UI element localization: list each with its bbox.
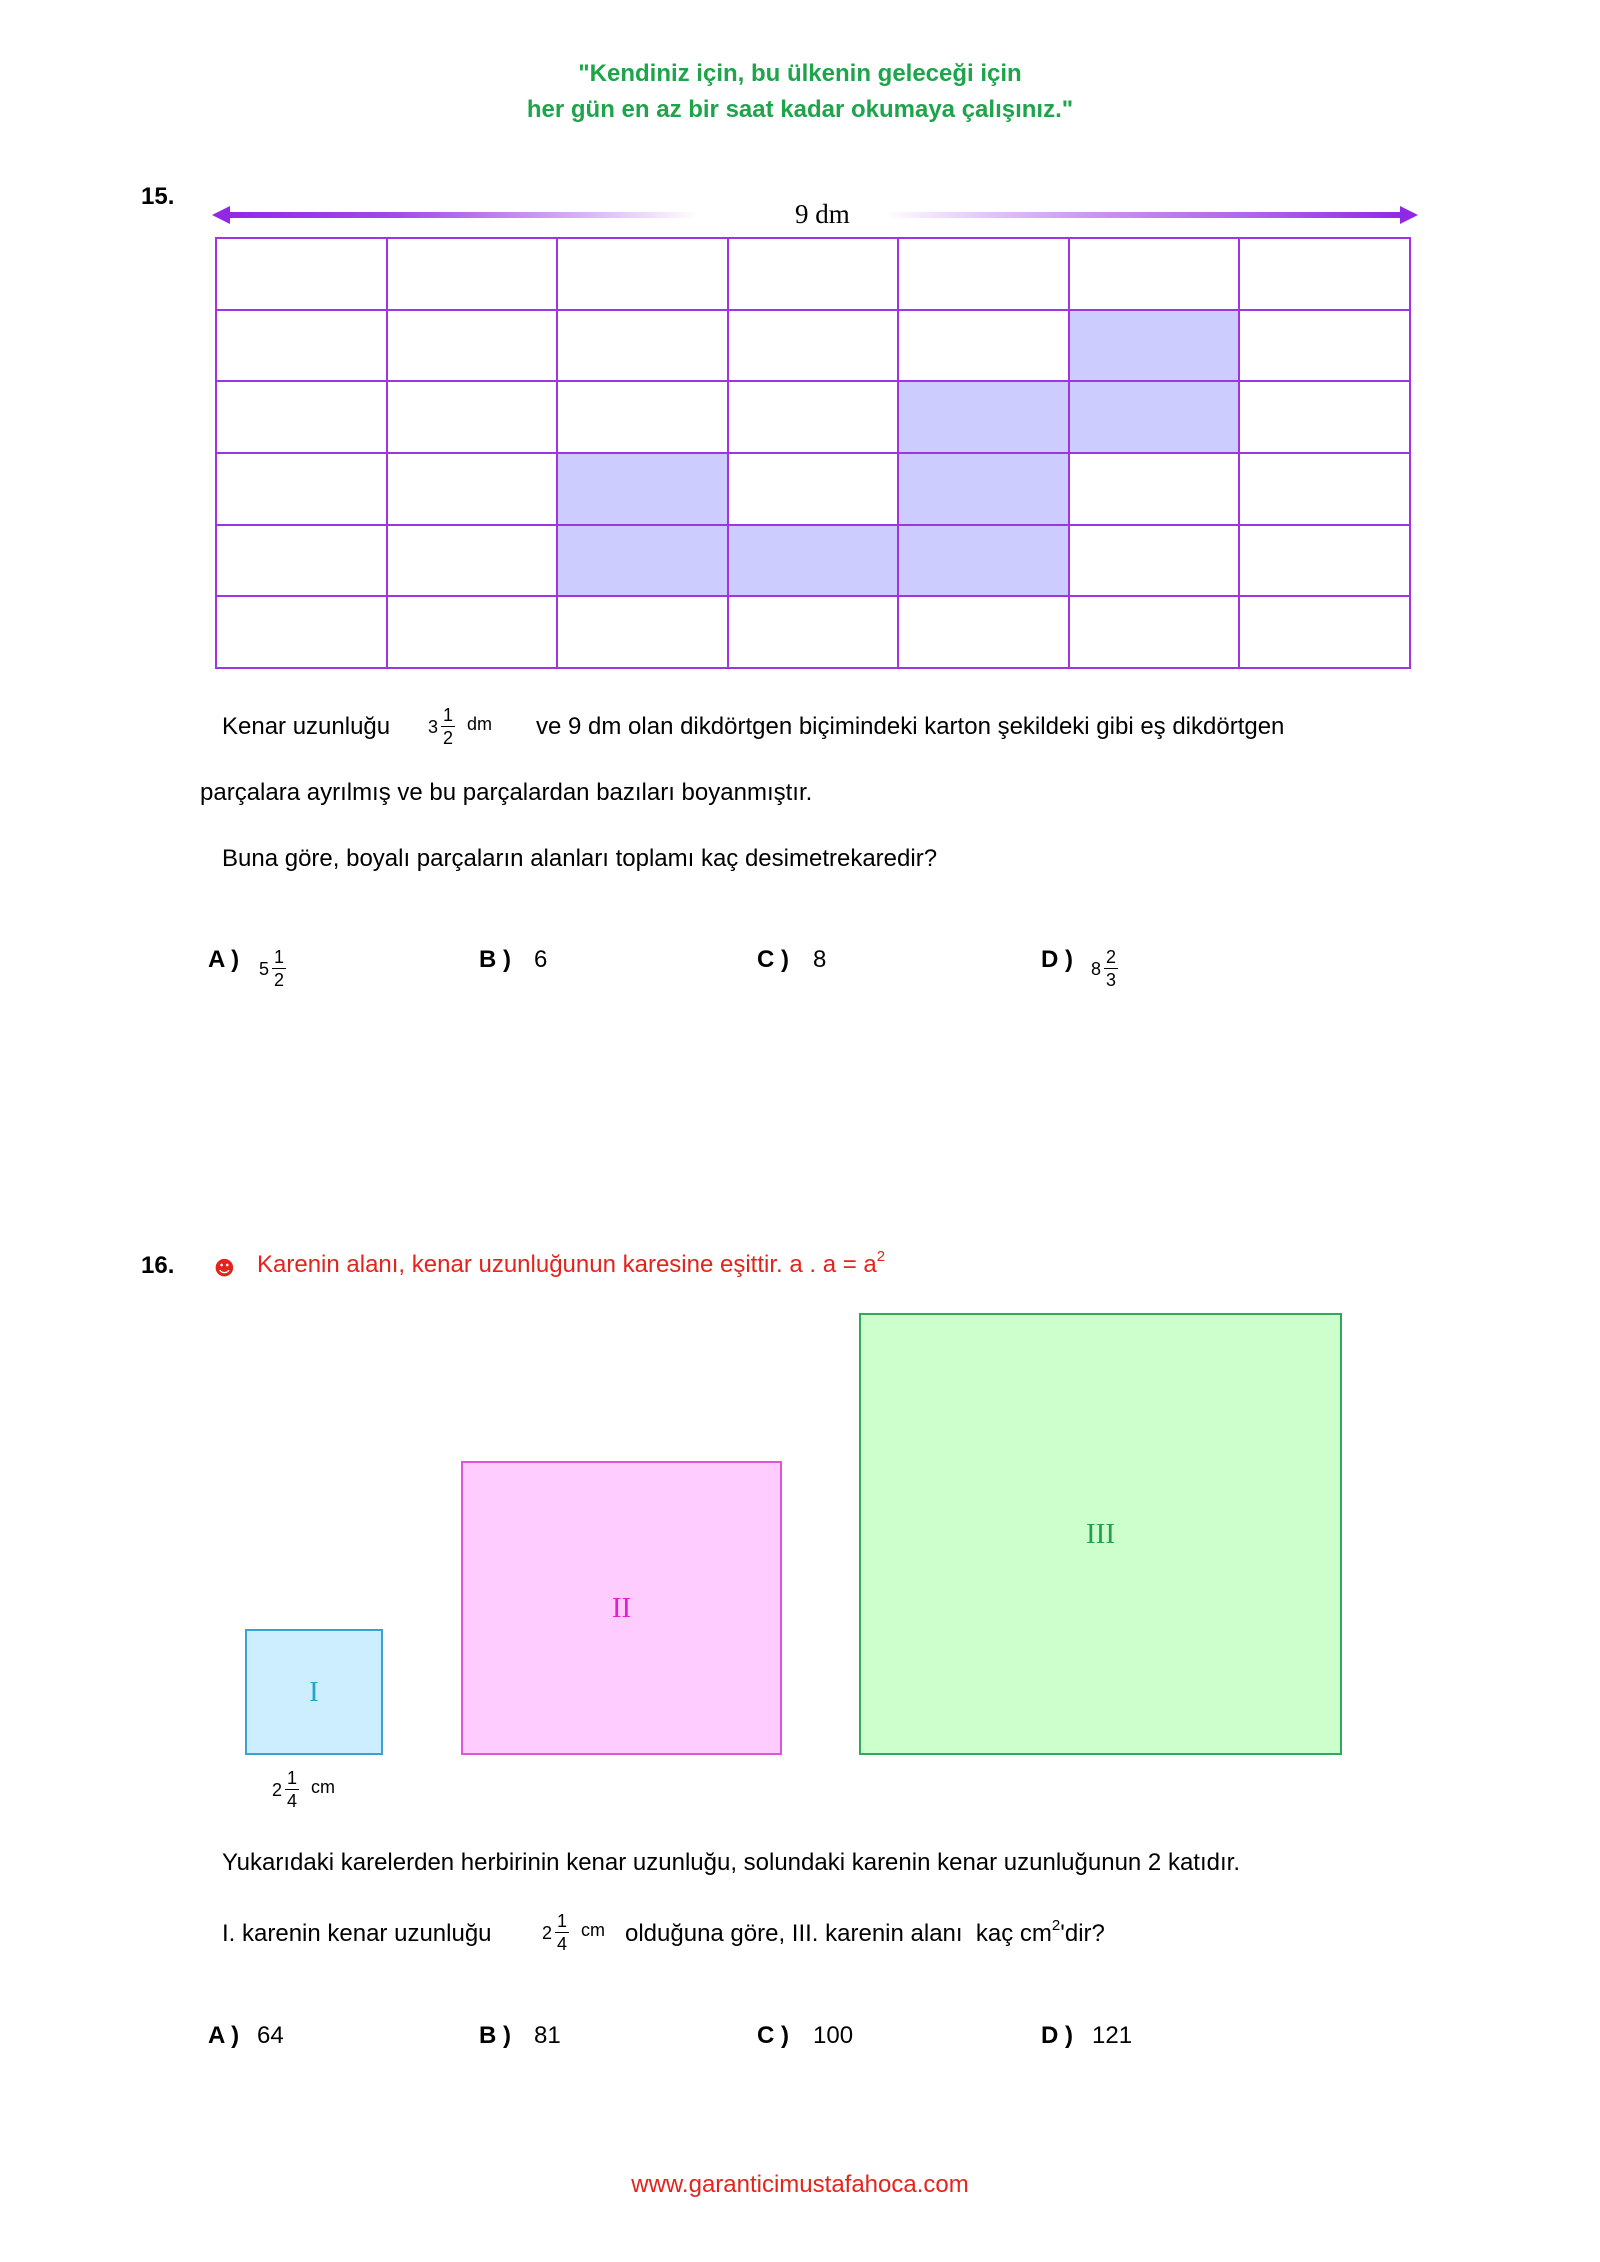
grid-cell <box>729 239 900 311</box>
grid-cell-shaded <box>558 526 729 598</box>
grid-cell <box>729 382 900 454</box>
square-i-side-fraction <box>272 1768 335 1811</box>
grid-cell <box>1240 454 1411 526</box>
q16-option-c-value[interactable]: 100 <box>813 2022 854 2049</box>
fraction-whole: 5 <box>259 958 270 979</box>
fraction-stack <box>1104 947 1118 990</box>
fraction-numerator: 2 <box>1106 947 1117 967</box>
fraction-numerator: 1 <box>287 1768 298 1788</box>
q16-question-exponent: 2 <box>1051 1917 1061 1934</box>
question-15-number: 15. <box>141 183 175 210</box>
fraction-numerator: 1 <box>557 1911 568 1931</box>
fraction-whole: 2 <box>272 1779 283 1800</box>
q15-option-a-label[interactable]: A ) <box>208 946 240 973</box>
q16-note <box>257 1250 885 1280</box>
q16-note-exponent: 2 <box>876 1248 886 1265</box>
grid-cell <box>388 454 559 526</box>
q16-statement: Yukarıdaki karelerden herbirinin kenar uzunluğu, solundaki karenin kenar uzunluğunun 2 katıdır. <box>222 1849 1240 1876</box>
grid-cell-shaded <box>899 526 1070 598</box>
fraction-stack <box>555 1911 569 1954</box>
grid-cell <box>388 526 559 598</box>
q16-option-d-value[interactable]: 121 <box>1092 2022 1133 2049</box>
grid-cell <box>1240 526 1411 598</box>
grid-cell-shaded <box>899 382 1070 454</box>
fraction-denominator: 3 <box>1106 970 1117 990</box>
fraction-denominator: 4 <box>287 1791 298 1811</box>
question-16-number: 16. <box>141 1252 175 1279</box>
width-label: 9 dm <box>795 199 850 229</box>
fraction-whole: 3 <box>428 716 439 737</box>
grid-cell <box>1240 382 1411 454</box>
grid-cell <box>729 597 900 669</box>
grid-cell <box>1070 597 1241 669</box>
grid-cell-shaded <box>899 454 1070 526</box>
fraction-unit: dm <box>467 713 493 734</box>
q16-question-suffix: 'dir? <box>1060 1920 1105 1947</box>
grid-cell <box>217 311 388 383</box>
grid-cell-shaded <box>729 526 900 598</box>
grid-cell <box>729 311 900 383</box>
square-i <box>245 1629 383 1755</box>
q15-side-fraction <box>428 705 492 748</box>
square-i-label: I <box>309 1675 319 1708</box>
grid-cell <box>899 311 1070 383</box>
grid-cell <box>388 239 559 311</box>
fraction-stack <box>285 1768 299 1811</box>
q16-option-a-value[interactable]: 64 <box>257 2022 284 2049</box>
fraction-stack <box>441 705 455 748</box>
arrow-head-right <box>1400 206 1418 224</box>
square-iii-label: III <box>1086 1517 1115 1550</box>
q16-option-a-label[interactable]: A ) <box>208 2022 240 2049</box>
grid-cell <box>217 454 388 526</box>
fraction-stack <box>272 947 286 990</box>
grid-cell <box>729 454 900 526</box>
grid-cell <box>388 597 559 669</box>
q16-option-b-label[interactable]: B ) <box>479 2022 511 2049</box>
grid-cell <box>899 239 1070 311</box>
smiley-icon: ☻ <box>214 1256 235 1280</box>
q15-option-d-value[interactable] <box>1091 947 1118 990</box>
grid-cell-shaded <box>1070 311 1241 383</box>
quote-line-2: her gün en az bir saat kadar okumaya çalışınız." <box>526 96 1074 123</box>
fraction-unit: cm <box>311 1776 336 1797</box>
grid-cell <box>1070 239 1241 311</box>
q15-stem-start: Kenar uzunluğu <box>222 713 391 740</box>
q16-note-text: Karenin alanı, kenar uzunluğunun karesine eşittir. a . a = a <box>257 1251 877 1278</box>
grid-cell <box>1240 597 1411 669</box>
grid-cell <box>388 311 559 383</box>
grid-cell <box>1070 526 1241 598</box>
grid-cell <box>217 382 388 454</box>
q15-question: Buna göre, boyalı parçaların alanları toplamı kaç desimetrekaredir? <box>222 845 938 872</box>
grid-cell <box>558 239 729 311</box>
q15-option-a-value[interactable] <box>259 947 286 990</box>
footer-url[interactable]: www.garanticimustafahoca.com <box>631 2171 969 2198</box>
fraction-whole: 2 <box>542 1922 553 1943</box>
grid-cell <box>217 597 388 669</box>
fraction-numerator: 1 <box>274 947 285 967</box>
q15-option-d-label[interactable]: D ) <box>1041 946 1073 973</box>
grid-cell <box>558 597 729 669</box>
grid-cell <box>388 382 559 454</box>
square-iii <box>859 1313 1342 1755</box>
fraction-denominator: 2 <box>274 970 285 990</box>
q16-question-fraction <box>542 1911 605 1954</box>
square-ii-label: II <box>611 1591 632 1624</box>
q16-option-d-label[interactable]: D ) <box>1041 2022 1073 2049</box>
square-ii <box>461 1461 782 1755</box>
q15-option-b-value[interactable]: 6 <box>534 946 548 973</box>
fraction-denominator: 2 <box>443 728 454 748</box>
quote-line-1: "Kendiniz için, bu ülkenin geleceği için <box>578 60 1022 87</box>
grid-cell <box>558 382 729 454</box>
q15-stem-line1: ve 9 dm olan dikdörtgen biçimindeki karton şekildeki gibi eş dikdörtgen <box>536 713 1285 740</box>
q15-stem-line2: parçalara ayrılmış ve bu parçalardan bazıları boyanmıştır. <box>200 779 813 806</box>
q15-option-c-label[interactable]: C ) <box>757 946 789 973</box>
fraction-unit: cm <box>581 1919 606 1940</box>
q15-option-b-label[interactable]: B ) <box>479 946 511 973</box>
fraction-whole: 8 <box>1091 958 1102 979</box>
grid-cell <box>217 526 388 598</box>
grid-cell-shaded <box>1070 382 1241 454</box>
grid-cell <box>1240 239 1411 311</box>
q16-question-end <box>625 1919 1105 1949</box>
q16-question-text: olduğuna göre, III. karenin alanı kaç cm <box>625 1920 1052 1947</box>
grid-cell <box>217 239 388 311</box>
grid-cell <box>558 311 729 383</box>
q16-option-b-value[interactable]: 81 <box>534 2022 561 2049</box>
grid-cell-shaded <box>558 454 729 526</box>
fraction-numerator: 1 <box>443 705 454 725</box>
header-quote <box>0 56 1600 128</box>
q16-question-start: I. karenin kenar uzunluğu <box>222 1920 492 1947</box>
q16-option-c-label[interactable]: C ) <box>757 2022 789 2049</box>
grid-cell <box>1070 454 1241 526</box>
cardboard-grid <box>215 237 1411 669</box>
fraction-denominator: 4 <box>557 1934 568 1954</box>
q15-option-c-value[interactable]: 8 <box>813 946 827 973</box>
arrow-head-left <box>212 206 230 224</box>
grid-cell <box>1240 311 1411 383</box>
grid-cell <box>899 597 1070 669</box>
